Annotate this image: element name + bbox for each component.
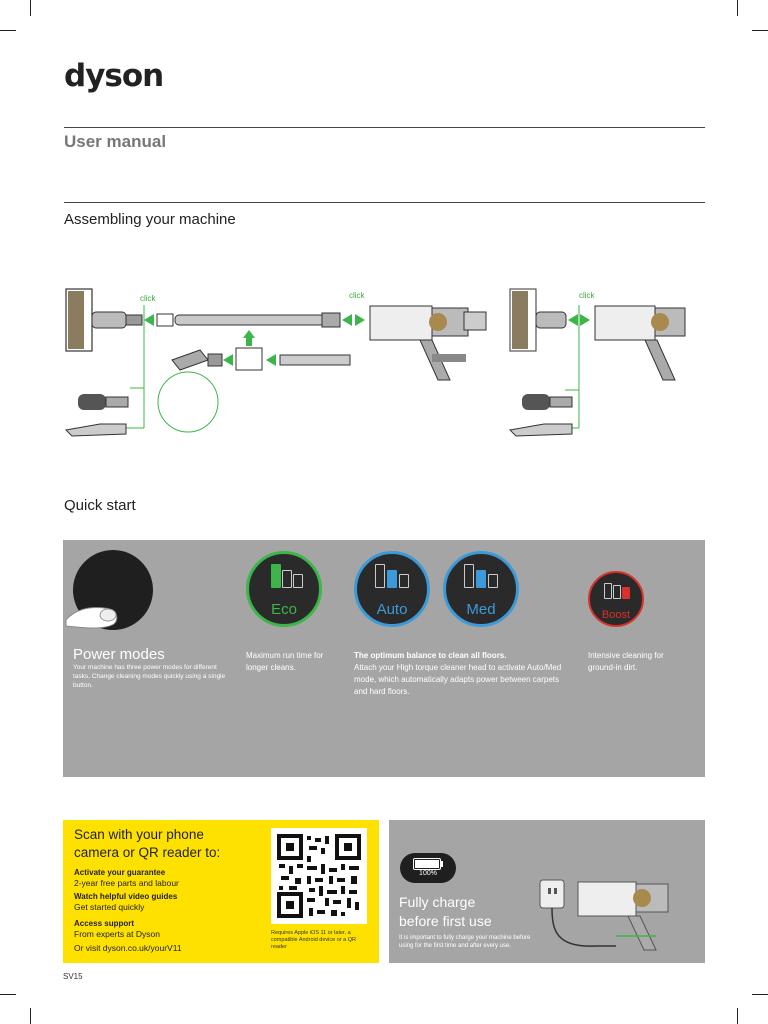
crop-mark [30, 1008, 31, 1024]
charge-description: It is important to fully charge your machine before using for the first time and after every use. [399, 935, 531, 949]
battery-icon [488, 574, 498, 588]
scan-title-line1: Scan with your phone [74, 827, 204, 842]
vacuum-body-illustration [370, 306, 486, 380]
scan-item-heading: Activate your guarantee [74, 868, 166, 877]
scan-title-line2: camera or QR reader to: [74, 845, 221, 860]
charge-title-line1: Fully charge [399, 894, 476, 910]
mode-label-auto: Auto [376, 601, 408, 618]
auto-mode-highlight: The optimum balance to clean all floors. [354, 651, 507, 660]
crop-mark [737, 1008, 738, 1024]
battery-icon [613, 585, 621, 599]
battery-icon [293, 574, 303, 588]
scan-items [74, 867, 264, 954]
click-label: click [349, 291, 365, 300]
battery-icon [375, 564, 385, 588]
boost-mode-description: Intensive cleaning for ground-in dirt. [588, 651, 664, 672]
battery-icon [476, 570, 486, 588]
crop-mark [0, 30, 16, 31]
crop-mark [752, 30, 768, 31]
crop-mark [737, 0, 738, 16]
battery-icon [464, 564, 474, 588]
battery-icon [387, 570, 397, 588]
section-heading-assembling: Assembling your machine [64, 211, 236, 228]
scan-item-text: 2-year free parts and labour [74, 878, 179, 888]
battery-level-text: 100% [419, 870, 437, 877]
charge-title-line2: before first use [399, 913, 492, 929]
click-label: click [140, 294, 156, 303]
mode-label-boost: Boost [601, 609, 631, 621]
hand-icon [64, 600, 124, 630]
crop-mark [752, 994, 768, 995]
scan-title [74, 826, 220, 862]
assembly-diagram [60, 280, 710, 450]
scan-item-text: Get started quickly [74, 902, 145, 912]
mode-label-eco: Eco [271, 601, 297, 618]
battery-icon [271, 564, 281, 588]
divider [64, 202, 705, 203]
battery-icon [399, 574, 409, 588]
battery-icon [622, 587, 630, 599]
battery-level-badge [400, 853, 456, 883]
battery-tip [441, 861, 443, 867]
qr-requirements-note: Requires Apple iOS 11 or later, a compatible Android device or a QR reader [271, 930, 356, 950]
charge-title [399, 893, 492, 931]
divider [64, 127, 705, 128]
click-label: click [579, 291, 595, 300]
qr-code[interactable] [271, 828, 367, 924]
mode-label-med: Med [466, 601, 496, 618]
med-mode-icon [443, 551, 519, 627]
auto-mode-description [354, 650, 564, 698]
battery-icon [282, 570, 292, 588]
battery-icon [604, 583, 612, 599]
auto-mode-icon [354, 551, 430, 627]
auto-mode-detail: Attach your High torque cleaner head to activate Auto/Med mode, which automatically adapts power between carpets and hard floors. [354, 663, 562, 696]
battery-icon [413, 858, 441, 870]
scan-item-text: From experts at Dyson [74, 929, 160, 939]
cleaner-head-illustration [66, 289, 142, 351]
boost-mode-icon [588, 571, 644, 627]
scan-item-link[interactable]: Or visit dyson.co.uk/yourV11 [74, 943, 182, 953]
battery-fill [415, 860, 439, 868]
scan-item-heading: Access support [74, 919, 135, 928]
scan-item-heading: Watch helpful video guides [74, 892, 178, 901]
eco-mode-description: Maximum run time for longer cleans. [246, 651, 324, 672]
qr-code-icon [271, 828, 367, 924]
crop-mark [0, 994, 16, 995]
section-heading-quick-start: Quick start [64, 497, 136, 514]
footer-model-code: SV15 [63, 972, 83, 981]
document-title: User manual [64, 132, 167, 151]
power-modes-title: Power modes [73, 646, 165, 663]
brand-logo: dyson [64, 58, 164, 94]
eco-mode-icon [246, 551, 322, 627]
crop-mark [30, 0, 31, 16]
charging-illustration [536, 870, 696, 960]
power-modes-description: Your machine has three power modes for different tasks. Change cleaning modes quickly using a single button. [73, 664, 226, 689]
